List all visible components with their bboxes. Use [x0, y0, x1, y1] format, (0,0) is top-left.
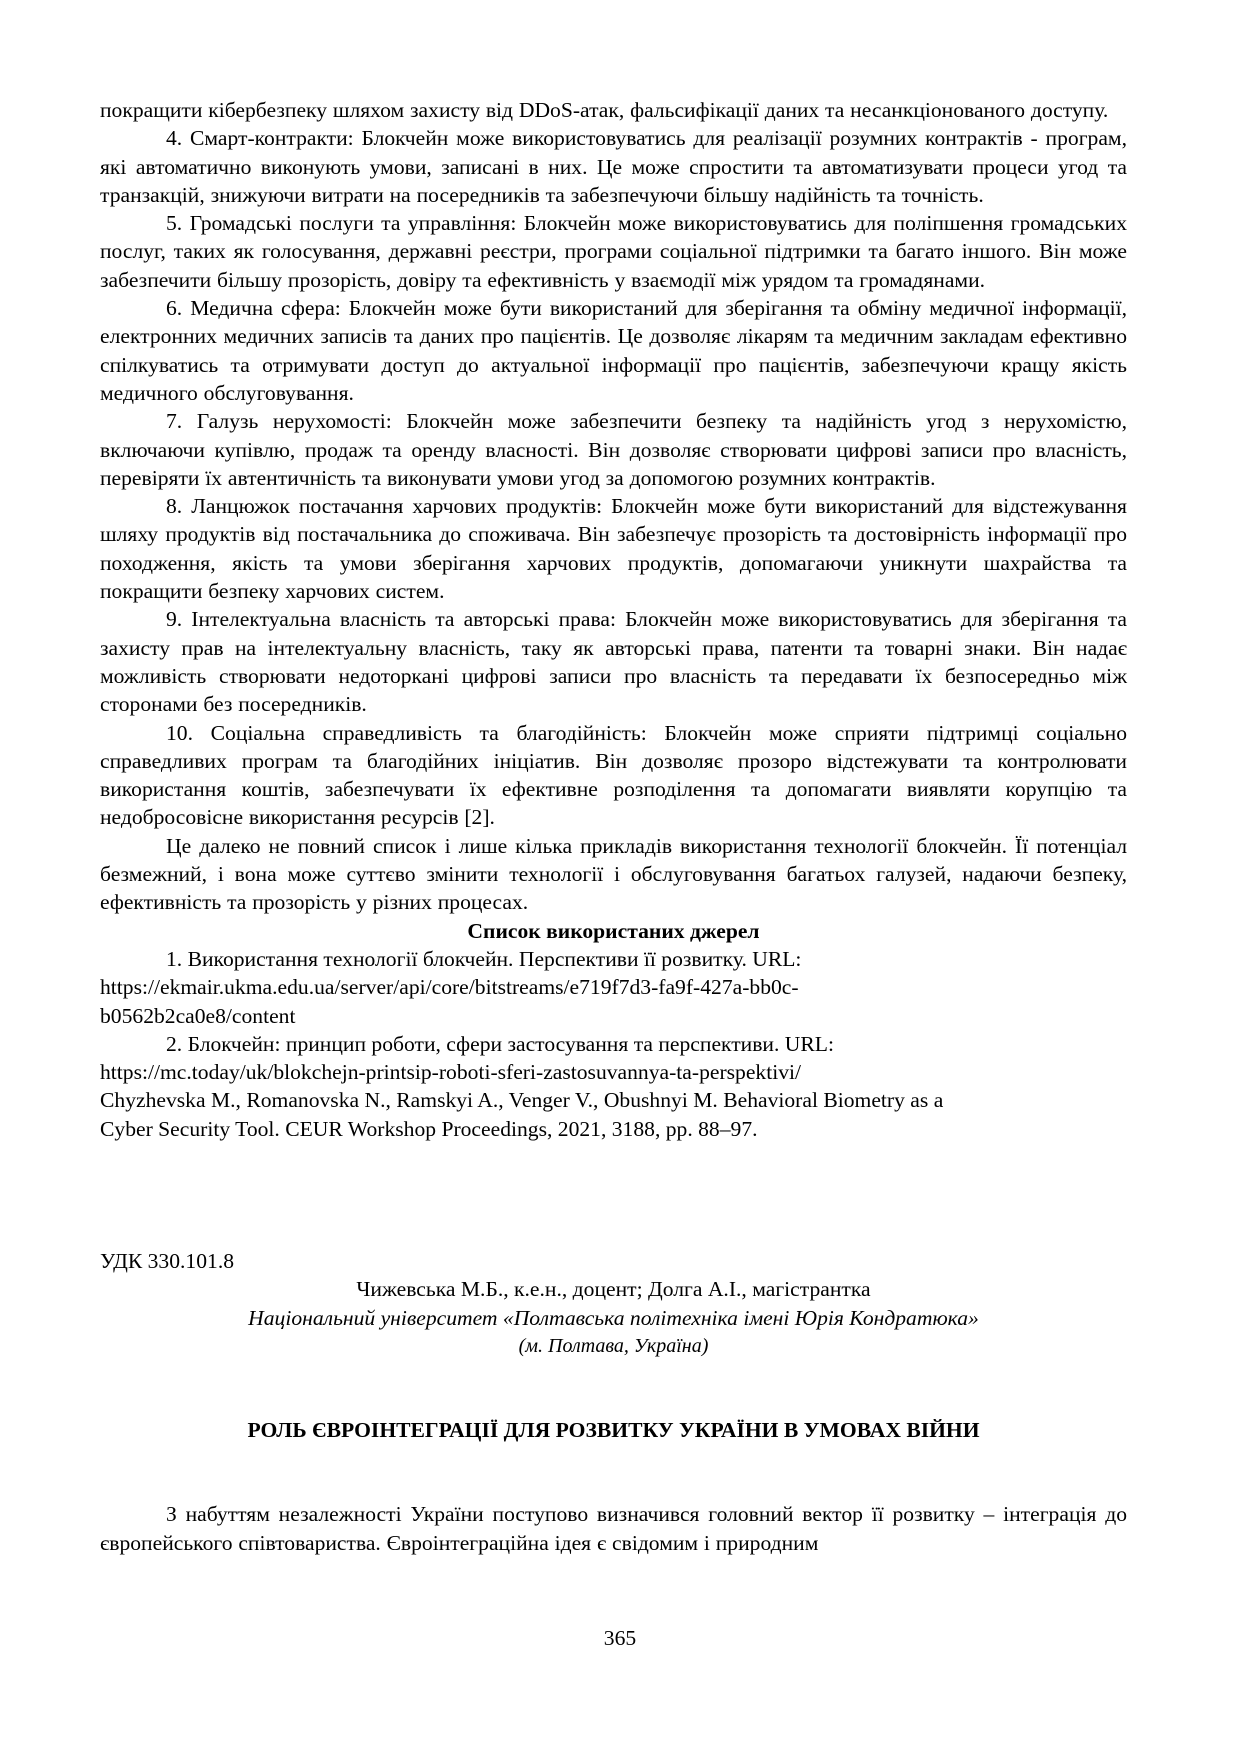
references-heading: Список використаних джерел — [467, 918, 760, 943]
paragraph-continued: покращити кібербезпеку шляхом захисту від DDoS-атак, фальсифікації даних та несанкціонованого доступу. — [100, 98, 1109, 122]
udk-code: УДК 330.101.8 — [100, 1248, 235, 1273]
article-title: РОЛЬ ЄВРОІНТЕГРАЦІЇ ДЛЯ РОЗВИТКУ УКРАЇНИ В УМОВАХ ВІЙНИ — [247, 1418, 980, 1443]
paragraph-item-6: 6. Медична сфера: Блокчейн може бути використаний для зберігання та обміну медичної інформації, електронних медичних записів та даних про пацієнтів. Це дозволяє лікарям та медичним закладам ефективно спілкуватись та отримувати доступ до актуальної інформації про пацієнтів, забезпечуючи кращу якість медичного обслуговування. — [100, 296, 1127, 405]
paragraph-item-10: 10. Соціальна справедливість та благодійність: Блокчейн може сприяти підтримці соціально справедливих програм та благодійних ініціатив. Він дозволяє прозоро відстежувати та контролювати використання коштів, забезпечувати їх ефективне розподілення та допомагати виявляти корупцію та недобросовісне використання ресурсів [2]. — [100, 720, 1127, 830]
article-authors: Чижевська М.Б., к.е.н., доцент; Долга А.І., магістрантка — [356, 1277, 871, 1302]
reference-item-1-url-line-1: https://ekmair.ukma.edu.ua/server/api/core/bitstreams/e719f7d3-fa9f-427a-bb0c- — [100, 975, 799, 1000]
paragraph-item-7: 7. Галузь нерухомості: Блокчейн може забезпечити безпеку та надійність угод з нерухомістю, включаючи купівлю, продаж та оренду власності. Він дозволяє створювати цифрові записи про власність, перевіряти їх автентичність та виконувати умови угод за допомогою розумних контрактів. — [100, 409, 1127, 490]
reference-item-2-extra-line-2: Cyber Security Tool. CEUR Workshop Proceedings, 2021, 3188, pp. 88–97. — [100, 1116, 758, 1141]
paragraph-item-5: 5. Громадські послуги та управління: Блокчейн може використовуватись для поліпшення громадських послуг, таких як голосування, державні реєстри, програми соціальної підтримки та багато іншого. Він може забезпечити більшу прозорість, довіру та ефективність у взаємодії між урядом та громадянами. — [100, 211, 1127, 292]
page-number: 365 — [603, 1626, 637, 1650]
reference-item-1-title: 1. Використання технології блокчейн. Перспективи її розвитку. URL: — [166, 946, 802, 971]
paragraph-item-9: 9. Інтелектуальна власність та авторські права: Блокчейн може використовуватись для зберігання та захисту прав на інтелектуальну власність, таку як авторські права, патенти та товарні знаки. Він надає можливість створювати недоторкані цифрові записи про власність та передавати їх безпосередньо між сторонами без посередників. — [100, 607, 1127, 717]
paragraph-conclusion: Це далеко не повний список і лише кілька прикладів використання технології блокчейн. Її потенціал безмежний, і вона може суттєво змінити технології і обслуговування багатьох галузей, надаючи безпеку, ефективність та прозорість у різних процесах. — [100, 833, 1127, 915]
title-spacer-bottom — [100, 1444, 1127, 1500]
page-content — [100, 96, 1127, 1557]
section-gap — [100, 1143, 1127, 1247]
article-abstract-paragraph: З набуттям незалежності України поступово визначився головний вектор її розвитку – інтеграція до європейського співтовариства. Євроінтеграційна ідея є свідомим і природним — [100, 1502, 1127, 1555]
reference-item-1-url-line-2: b0562b2ca0e8/content — [100, 1003, 296, 1028]
article-affiliation: Національний університет «Полтавська політехніка імені Юрія Кондратюка» — [248, 1305, 979, 1330]
reference-item-2-title: 2. Блокчейн: принцип роботи, сфери застосування та перспективи. URL: — [166, 1031, 834, 1056]
title-spacer-top — [100, 1360, 1127, 1416]
article-city: (м. Полтава, Україна) — [518, 1334, 709, 1357]
reference-item-2-extra-line-1: Chyzhevska M., Romanovska N., Ramskyi A., Venger V., Obushnyi M. Behavioral Biometry as a — [100, 1088, 944, 1113]
paragraph-item-8: 8. Ланцюжок постачання харчових продуктів: Блокчейн може бути використаний для відстежування шляху продуктів від постачальника до споживача. Він забезпечує прозорість та достовірність інформації про походження, якість та умови зберігання харчових продуктів, допомагаючи уникнути шахрайства та покращити безпеку харчових систем. — [100, 494, 1127, 604]
paragraph-item-4: 4. Смарт-контракти: Блокчейн може використовуватись для реалізації розумних контрактів - програм, які автоматично виконують умови, записані в них. Це може спростити та автоматизувати процеси угод та транзакцій, знижуючи витрати на посередників та забезпечуючи більшу надійність та точність. — [100, 126, 1127, 207]
reference-item-2-url-line-1: https://mc.today/uk/blokchejn-printsip-roboti-sferi-zastosuvannya-ta-perspektivi/ — [100, 1060, 802, 1085]
